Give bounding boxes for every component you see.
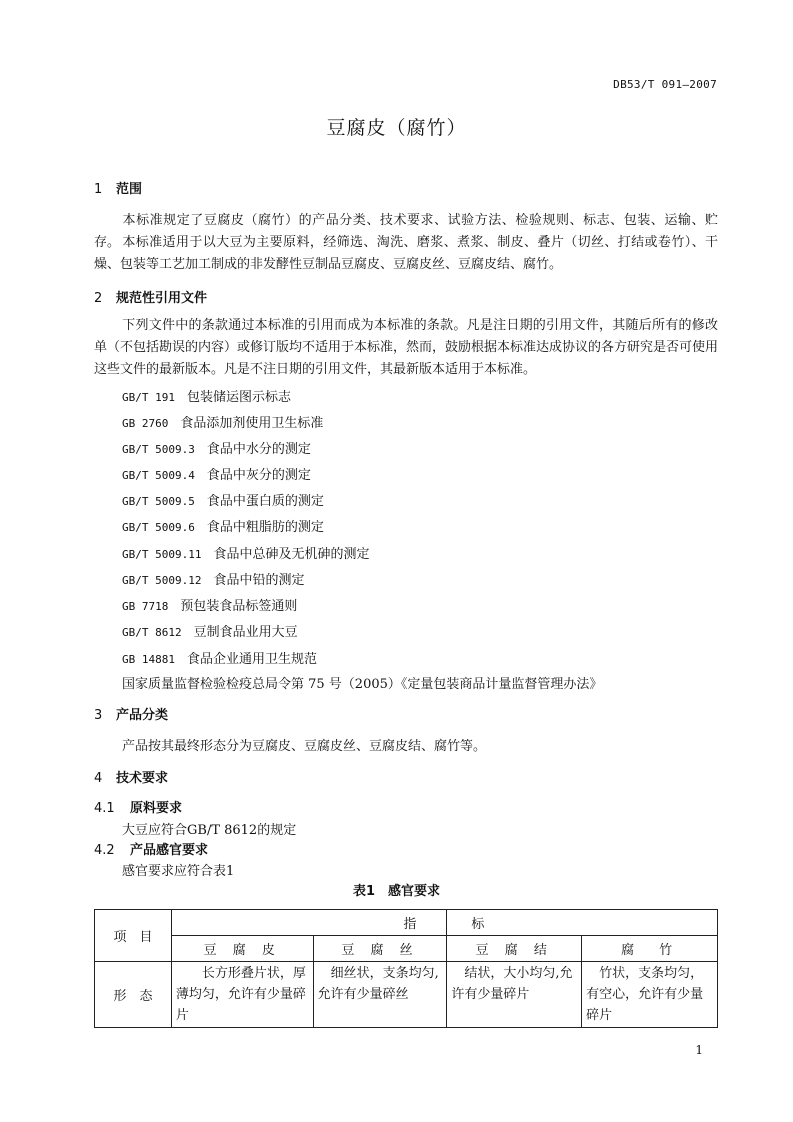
standard-code: DB53/T 091—2007: [613, 78, 717, 91]
section-4-number: 4: [94, 771, 103, 786]
table-cell: 长方形叠片状，厚薄均匀，允许有少量碎片: [171, 962, 313, 1028]
table-row: [95, 962, 718, 1028]
section-3-title: 产品分类: [116, 708, 169, 723]
section-4-1-title: 原料要求: [130, 801, 183, 816]
table-caption: 表1 感官要求: [352, 884, 441, 899]
section-3-heading: [94, 704, 168, 723]
section-2-title: 规范性引用文件: [116, 291, 208, 306]
section-4-title: 技术要求: [116, 771, 169, 786]
ref-item-regulation: 国家质量监督检验检疫总局令第 75 号（2005）《定量包装商品计量监督管理办法》: [122, 677, 603, 692]
section-2-heading: [94, 287, 207, 306]
section-3-text: 产品按其最终形态分为豆腐皮、豆腐皮丝、豆腐皮结、腐竹等。: [122, 739, 487, 754]
section-4-heading: [94, 767, 168, 786]
section-1-paragraph-1: 本标准规定了豆腐皮（腐竹）的产品分类、技术要求、试验方法、检验规则、标志、包装、运输、贮存。: [94, 213, 718, 250]
table-cell: 竹状，支条均匀，有空心，允许有少量碎片: [582, 962, 718, 1028]
table-cell: 结状，大小均匀,允许有少量碎片: [447, 962, 582, 1028]
section-4-1-number: 4.1: [94, 801, 115, 816]
ref-item: GB/T 8612 豆制食品业用大豆: [122, 625, 298, 640]
ref-item: GB 2760 食品添加剂使用卫生标准: [122, 416, 324, 431]
section-4-2-title: 产品感官要求: [130, 843, 209, 858]
header-item: 项 目: [95, 910, 172, 962]
section-1-title: 范围: [116, 182, 143, 197]
table-subheader-row: [95, 936, 718, 962]
ref-item: GB 7718 预包装食品标签通则: [122, 599, 298, 614]
table-header-row: [95, 910, 718, 936]
section-2-number: 2: [94, 291, 103, 306]
ref-item: GB/T 5009.12 食品中铅的测定: [122, 573, 305, 588]
ref-item: GB/T 5009.5 食品中蛋白质的测定: [122, 494, 324, 509]
header-index-part-2: 标: [447, 910, 718, 936]
table-cell: 细丝状，支条均匀,允许有少量碎丝: [313, 962, 447, 1028]
section-4-2-text: 感官要求应符合表1: [122, 864, 235, 879]
section-4-1-text: 大豆应符合GB/T 8612的规定: [122, 823, 297, 838]
subheader-cell: 豆 腐 丝: [313, 936, 447, 962]
sensory-requirements-table: [94, 909, 718, 1028]
section-1-number: 1: [94, 182, 103, 197]
subheader-cell: 豆 腐 结: [447, 936, 582, 962]
ref-item: GB/T 5009.4 食品中灰分的测定: [122, 468, 311, 483]
header-index-part-1: 指: [171, 910, 447, 936]
ref-item: GB/T 5009.6 食品中粗脂肪的测定: [122, 520, 324, 535]
subheader-cell: 豆 腐 皮: [171, 936, 313, 962]
section-4-2-number: 4.2: [94, 843, 115, 858]
section-3-number: 3: [94, 708, 103, 723]
ref-item: GB/T 5009.3 食品中水分的测定: [122, 442, 311, 457]
page-number: 1: [695, 1043, 703, 1057]
section-1-paragraph-2: 本标准适用于以大豆为主要原料，经筛选、淘洗、磨浆、煮浆、制皮、叠片（切丝、打结或卷竹）、干燥、包装等工艺加工制成的非发酵性豆制品豆腐皮、豆腐皮丝、豆腐皮结、腐竹。: [94, 235, 718, 272]
ref-item: GB/T 5009.11 食品中总砷及无机砷的测定: [122, 547, 370, 562]
section-4-1-heading: [94, 797, 182, 816]
row-label: 形 态: [95, 962, 172, 1028]
ref-item: GB 14881 食品企业通用卫生规范: [122, 652, 317, 667]
subheader-cell: 腐 竹: [582, 936, 718, 962]
document-title: 豆腐皮（腐竹）: [326, 117, 467, 139]
section-2-intro: 下列文件中的条款通过本标准的引用而成为本标准的条款。凡是注日期的引用文件，其随后所有的修改单（不包括勘误的内容）或修订版均不适用于本标准，然而，鼓励根据本标准达成协议的各方研究是否可使用这些文件的最新版本。凡是不注日期的引用文件，其最新版本适用于本标准。: [94, 318, 719, 377]
ref-item: GB/T 191 包装储运图示标志: [122, 390, 291, 405]
section-4-2-heading: [94, 839, 208, 858]
section-1-heading: [94, 178, 142, 197]
